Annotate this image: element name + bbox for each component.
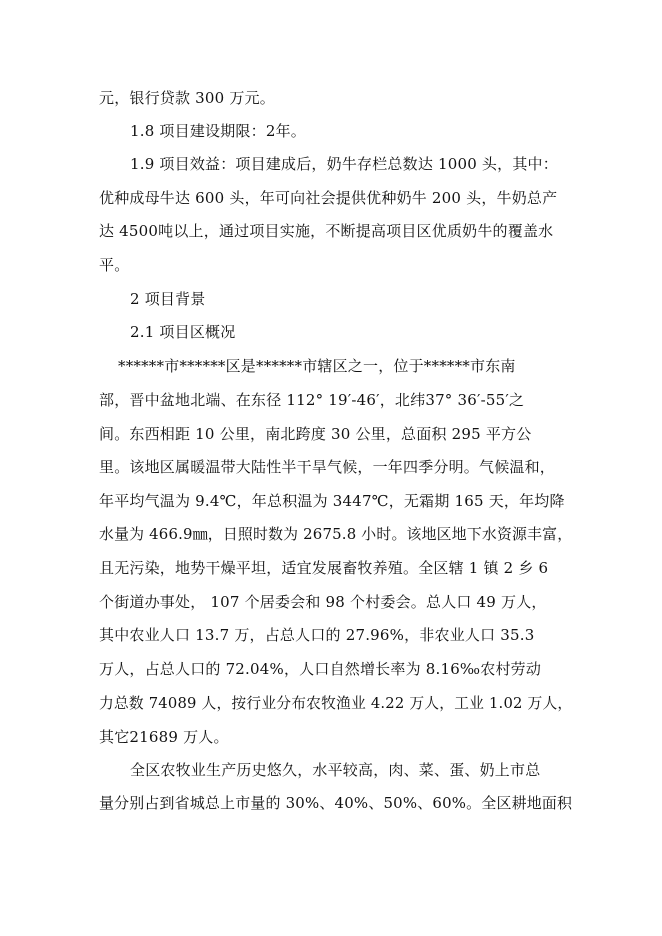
text-line: 其中农业人口 13.7 万，占总人口的 27.96%，非农业人口 35.3 — [99, 626, 535, 644]
text-line: 间。东西相距 10 公里，南北跨度 30 公里，总面积 295 平方公 — [99, 425, 532, 443]
text-line: 年平均气温为 9.4℃，年总积温为 3447℃，无霜期 165 天，年均降 — [99, 492, 565, 510]
text-line: 元，银行贷款 300 万元。 — [99, 89, 275, 107]
text-line: 万人，占总人口的 72.04%，人口自然增长率为 8.16‰农村劳动 — [99, 660, 542, 678]
text-line: 平。 — [99, 256, 130, 274]
text-line: 其它21689 万人。 — [99, 728, 229, 746]
text-line: ******市******区是******市辖区之一，位于******市东南 — [118, 357, 516, 375]
text-line: 全区农牧业生产历史悠久，水平较高，肉、菜、蛋、奶上市总 — [130, 761, 541, 779]
text-line: 1.8 项目建设期限：2年。 — [130, 122, 306, 140]
text-line: 里。该地区属暖温带大陆性半干旱气候，一年四季分明。气候温和， — [99, 458, 556, 476]
text-line: 1.9 项目效益：项目建成后，奶牛存栏总数达 1000 头，其中： — [130, 155, 558, 173]
text-line: 且无污染，地势干燥平坦，适宜发展畜牧养殖。全区辖 1 镇 2 乡 6 — [99, 559, 549, 577]
text-line: 水量为 466.9㎜，日照时数为 2675.8 小时。该地区地下水资源丰富， — [99, 525, 573, 543]
section-heading: 2 项目背景 — [130, 290, 206, 308]
text-line: 力总数 74089 人，按行业分布农牧渔业 4.22 万人，工业 1.02 万人， — [99, 694, 573, 712]
subsection-heading: 2.1 项目区概况 — [130, 323, 236, 341]
text-line: 部，晋中盆地北端、在东径 112° 19′-46′，北纬37° 36′-55′之 — [99, 391, 525, 409]
text-line: 达 4500吨以上，通过项目实施，不断提高项目区优质奶牛的覆盖水 — [99, 222, 554, 240]
text-line: 优种成母牛达 600 头，年可向社会提供优种奶牛 200 头，牛奶总产 — [99, 189, 558, 207]
text-line: 量分别占到省城总上市量的 30%、40%、50%、60%。全区耕地面积 — [99, 794, 573, 812]
text-line: 个街道办事处， 107 个居委会和 98 个村委会。总人口 49 万人， — [99, 593, 547, 611]
